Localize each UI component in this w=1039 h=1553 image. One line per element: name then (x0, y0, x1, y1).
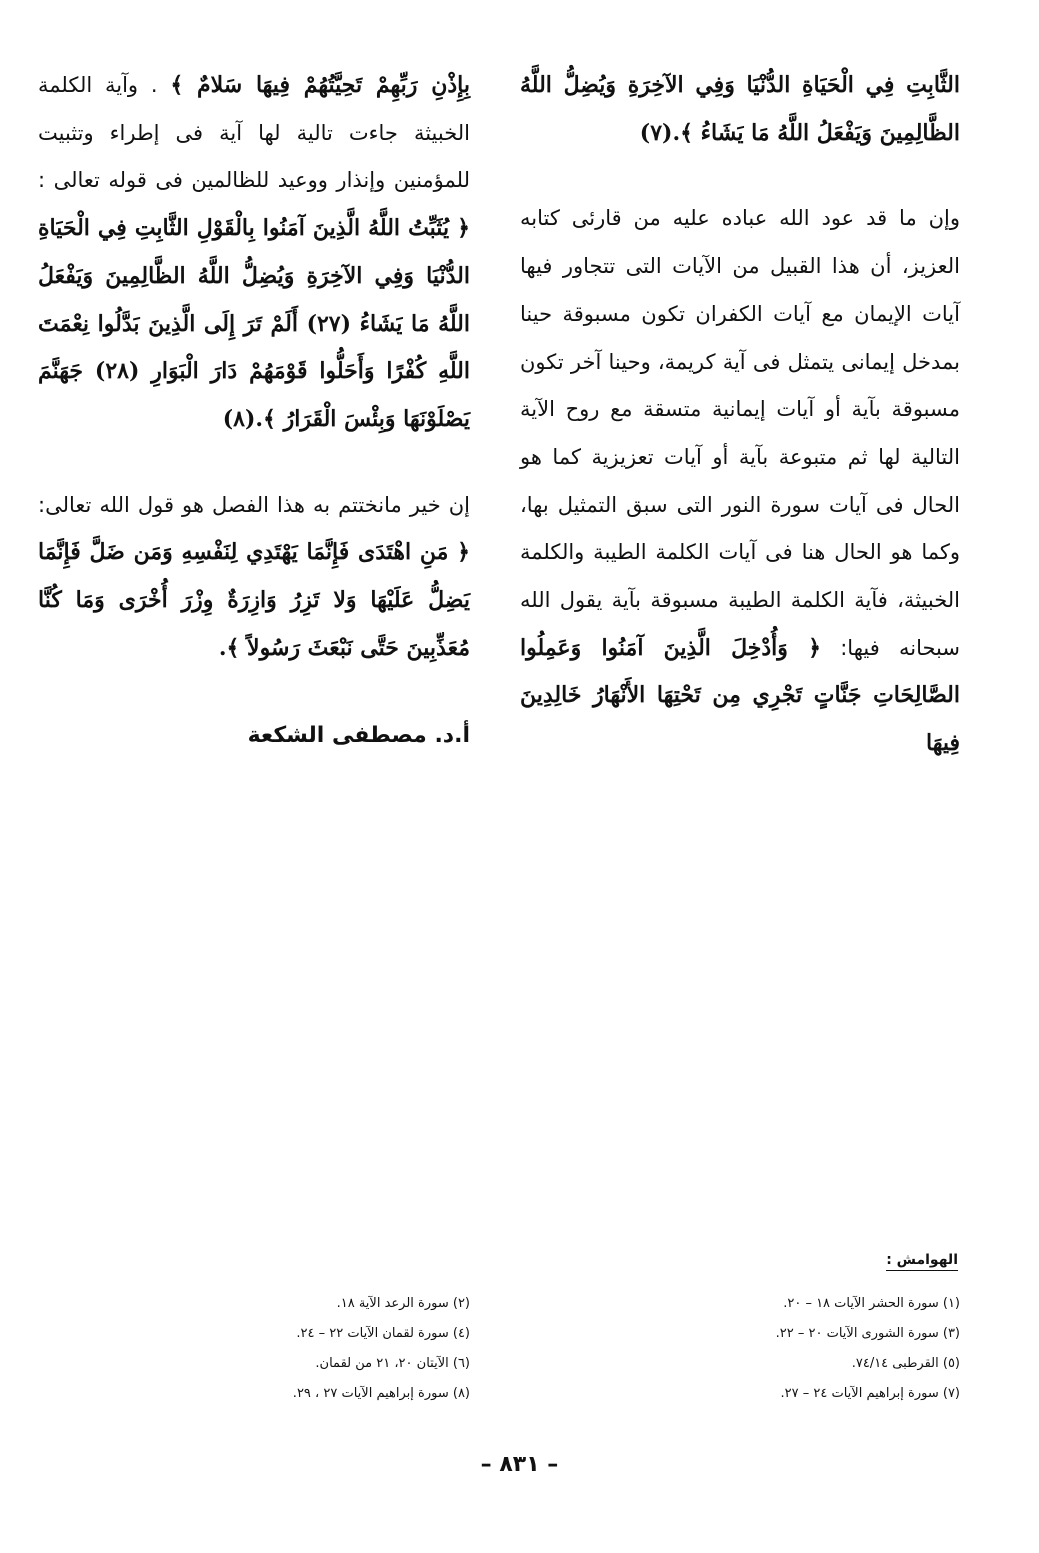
closing-intro-text: إن خير مانختتم به هذا الفصل هو قول الله تعالى: (38, 492, 470, 517)
quran-verse-bottom: ﴿ وَأُدْخِلَ الَّذِينَ آمَنُوا وَعَمِلُوا الصَّالِحَاتِ جَنَّاتٍ تَجْرِي مِن تَحْتِهَا الأَنْهَارُ خَالِدِينَ فِيهَا (520, 634, 960, 757)
footnote-item: (١) سورة الحشر الآيات ١٨ – ٢٠. (783, 1296, 960, 1311)
closing-paragraph (38, 482, 470, 673)
right-column (520, 62, 960, 768)
body-paragraph (520, 195, 960, 767)
footnotes-section (40, 1252, 960, 1401)
paragraph-gap (520, 157, 960, 195)
page-number: – ٨٣١ – (480, 1452, 559, 1477)
footnote-item: (٦) الآيتان ٢٠، ٢١ من لقمان. (315, 1356, 470, 1371)
footnotes-right-column (660, 1289, 960, 1409)
left-column (38, 62, 470, 760)
footnote-item: (٤) سورة لقمان الآيات ٢٢ – ٢٤. (296, 1326, 470, 1341)
footnote-item: (٣) سورة الشورى الآيات ٢٠ – ٢٢. (775, 1326, 960, 1341)
paragraph-gap (38, 444, 470, 482)
footnotes-left-column (170, 1289, 470, 1409)
verse-continuation-paragraph (38, 62, 470, 444)
quran-verse-continuation: بِإِذْنِ رَبِّهِمْ تَحِيَّتُهُمْ فِيهَا سَلامٌ ﴾ (170, 72, 470, 98)
footnote-item: (٥) القرطبى ٧٤/١٤. (851, 1356, 960, 1371)
footnote-item: (٧) سورة إبراهيم الآيات ٢٤ – ٢٧. (780, 1386, 960, 1401)
explanation-text: . وآية الكلمة الخبيثة جاءت تالية لها آية فى إطراء وتثبيت للمؤمنين وإنذار ووعيد للظالمين فى قوله تعالى : (38, 73, 470, 193)
quran-verse-top: الثَّابِتِ فِي الْحَيَاةِ الدُّنْيَا وَفِي الآخِرَةِ وَيُضِلُّ اللَّهُ الظَّالِمِينَ وَيَفْعَلُ اللَّهُ مَا يَشَاءُ ﴾.(٧) (520, 72, 960, 146)
quran-verse-closing: ﴿ مَنِ اهْتَدَى فَإِنَّمَا يَهْتَدِي لِنَفْسِهِ وَمَن ضَلَّ فَإِنَّمَا يَضِلُّ عَلَيْهَا وَلا تَزِرُ وَازِرَةٌ وِزْرَ أُخْرَى وَمَا كُنَّا مُعَذِّبِينَ حَتَّى نَبْعَثَ رَسُولاً ﴾. (38, 539, 470, 661)
body-paragraph-text: وإن ما قد عود الله عباده عليه من قارئى كتابه العزيز، أن هذا القبيل من الآيات التى تتجاور فيها آيات الإيمان مع آيات الكفران تكون مسبوقة حينا بمدخل إيمانى يتمثل فى آية كريمة، وحينا آخر تكون مسبوقة بآية أو آيات إيمانية متسقة مع روح الآية التالية لها ثم متبوعة بآية أو آيات تعزيزية كما هو الحال فى آيات سورة النور التى سبق التمثيل بها، وكما هو الحال هنا فى آيات الكلمة الطيبة والكلمة الخبيثة، فآية الكلمة الطيبة مسبوقة بآية يقول الله سبحانه فيها: (520, 206, 960, 660)
footnote-item: (٢) سورة الرعد الآية ١٨. (336, 1296, 470, 1311)
footnote-item: (٨) سورة إبراهيم الآيات ٢٧ ، ٢٩. (292, 1386, 470, 1401)
quran-verse-main: ﴿ يُثَبِّتُ اللَّهُ الَّذِينَ آمَنُوا بِالْقَوْلِ الثَّابِتِ فِي الْحَيَاةِ الدُّنْيَا وَفِي الآخِرَةِ وَيُضِلُّ اللَّهُ الظَّالِمِينَ وَيَفْعَلُ اللَّهُ مَا يَشَاءُ (٢٧) أَلَمْ تَرَ إِلَى الَّذِينَ بَدَّلُوا نِعْمَتَ اللَّهِ كُفْرًا وَأَحَلُّوا قَوْمَهُمْ دَارَ الْبَوَارِ (٢٨) جَهَنَّمَ يَصْلَوْنَهَا وَبِئْسَ الْقَرَارُ ﴾.(٨) (38, 215, 470, 432)
author-signature: أ.د. مصطفى الشكعة (247, 723, 470, 749)
footnotes-heading: الهوامش : (886, 1252, 958, 1271)
